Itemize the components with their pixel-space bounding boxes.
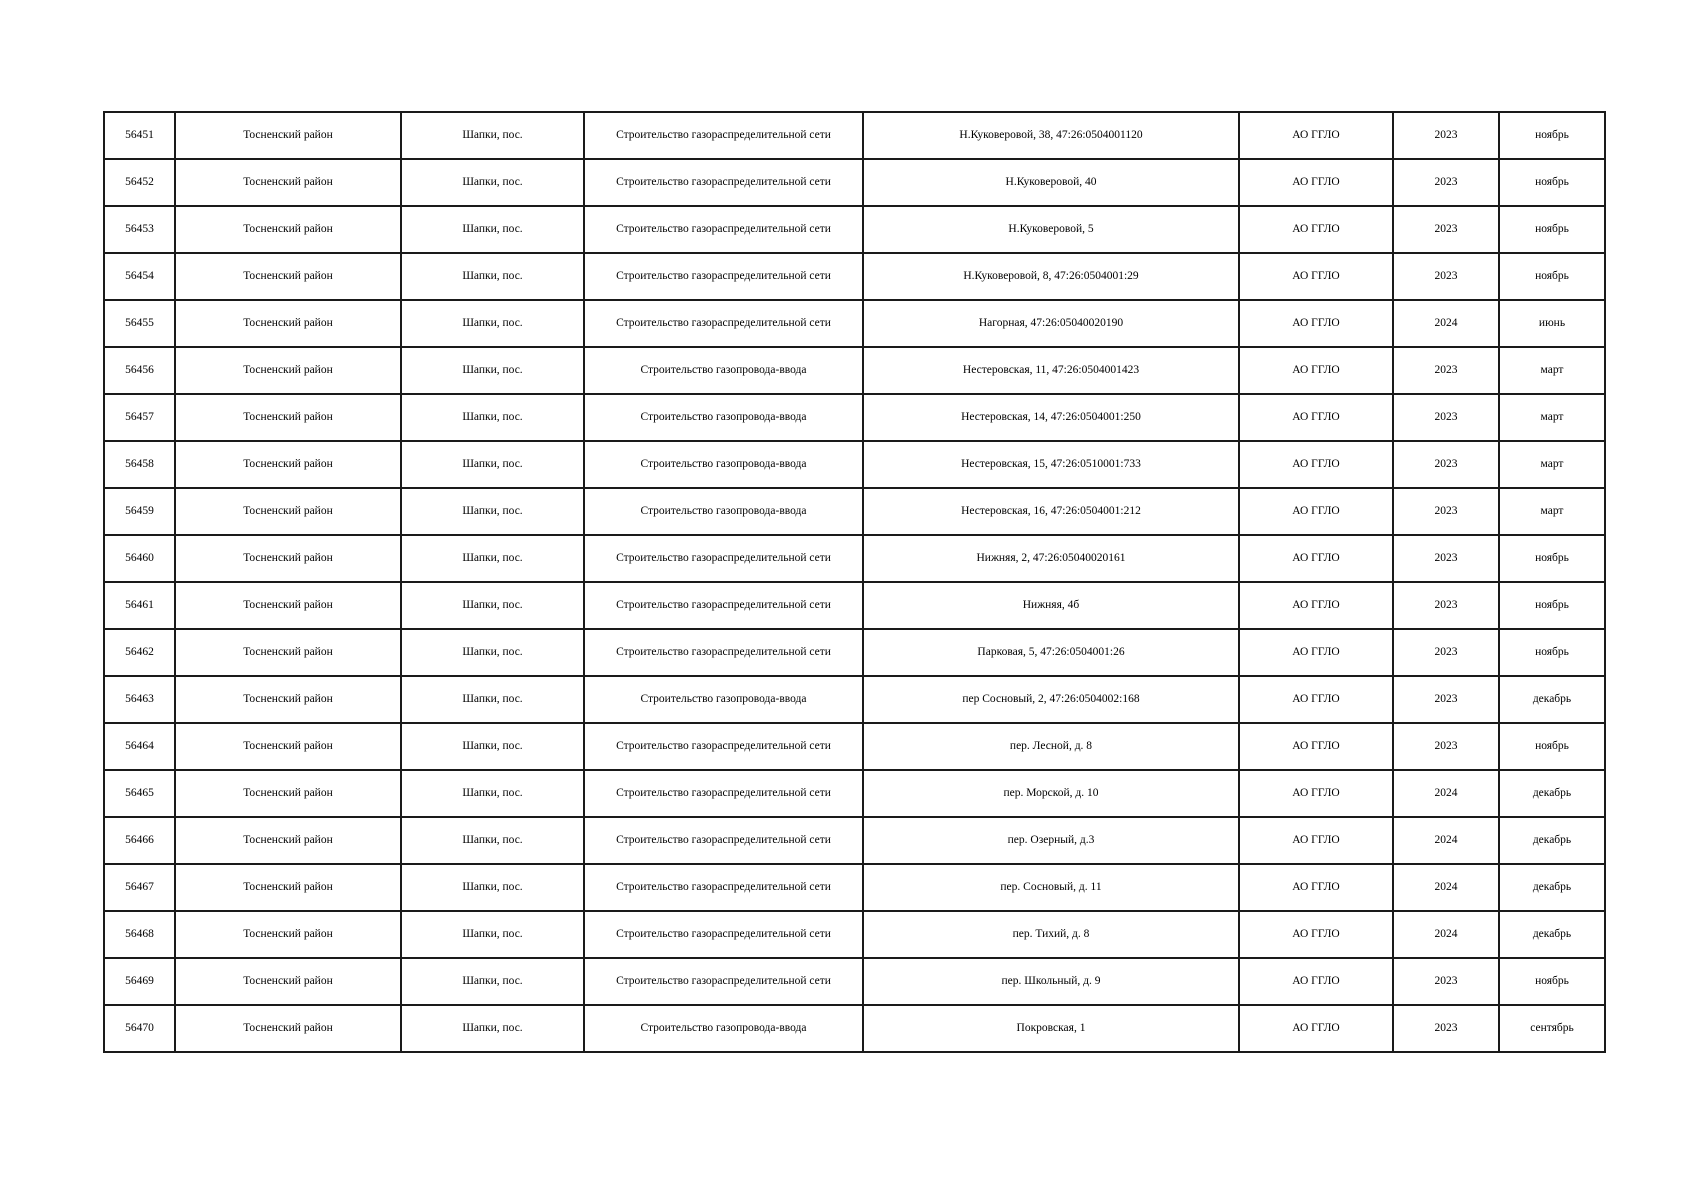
table-row — [104, 582, 1605, 629]
settlement-cell: Шапки, пос. — [401, 723, 584, 770]
table-row — [104, 112, 1605, 159]
settlement-cell: Шапки, пос. — [401, 911, 584, 958]
organization-cell: АО ГГЛО — [1239, 676, 1393, 723]
district-cell: Тосненский район — [175, 300, 401, 347]
row-id-cell: 56463 — [104, 676, 175, 723]
year-cell: 2023 — [1393, 206, 1499, 253]
month-cell: март — [1499, 488, 1605, 535]
address-cell: Парковая, 5, 47:26:0504001:26 — [863, 629, 1239, 676]
row-id-cell: 56461 — [104, 582, 175, 629]
month-cell: ноябрь — [1499, 958, 1605, 1005]
address-cell: Покровская, 1 — [863, 1005, 1239, 1052]
year-cell: 2023 — [1393, 676, 1499, 723]
year-cell: 2024 — [1393, 911, 1499, 958]
row-id-cell: 56456 — [104, 347, 175, 394]
month-cell: март — [1499, 394, 1605, 441]
organization-cell: АО ГГЛО — [1239, 300, 1393, 347]
row-id-cell: 56452 — [104, 159, 175, 206]
settlement-cell: Шапки, пос. — [401, 488, 584, 535]
table-row — [104, 958, 1605, 1005]
work-type-cell: Строительство газопровода-ввода — [584, 394, 863, 441]
district-cell: Тосненский район — [175, 488, 401, 535]
settlement-cell: Шапки, пос. — [401, 159, 584, 206]
settlement-cell: Шапки, пос. — [401, 394, 584, 441]
work-type-cell: Строительство газопровода-ввода — [584, 1005, 863, 1052]
month-cell: декабрь — [1499, 864, 1605, 911]
month-cell: ноябрь — [1499, 582, 1605, 629]
row-id-cell: 56467 — [104, 864, 175, 911]
table-row — [104, 676, 1605, 723]
work-type-cell: Строительство газораспределительной сети — [584, 253, 863, 300]
table-row — [104, 206, 1605, 253]
work-type-cell: Строительство газораспределительной сети — [584, 159, 863, 206]
work-type-cell: Строительство газораспределительной сети — [584, 582, 863, 629]
address-cell: Н.Куковеровой, 38, 47:26:0504001120 — [863, 112, 1239, 159]
district-cell: Тосненский район — [175, 723, 401, 770]
table-body — [104, 112, 1605, 1052]
year-cell: 2023 — [1393, 582, 1499, 629]
row-id-cell: 56457 — [104, 394, 175, 441]
work-type-cell: Строительство газораспределительной сети — [584, 535, 863, 582]
address-cell: Н.Куковеровой, 8, 47:26:0504001:29 — [863, 253, 1239, 300]
district-cell: Тосненский район — [175, 206, 401, 253]
row-id-cell: 56454 — [104, 253, 175, 300]
address-cell: Нагорная, 47:26:05040020190 — [863, 300, 1239, 347]
address-cell: пер. Школьный, д. 9 — [863, 958, 1239, 1005]
year-cell: 2023 — [1393, 347, 1499, 394]
district-cell: Тосненский район — [175, 1005, 401, 1052]
row-id-cell: 56470 — [104, 1005, 175, 1052]
year-cell: 2023 — [1393, 159, 1499, 206]
month-cell: ноябрь — [1499, 535, 1605, 582]
address-cell: Нестеровская, 14, 47:26:0504001:250 — [863, 394, 1239, 441]
month-cell: сентябрь — [1499, 1005, 1605, 1052]
organization-cell: АО ГГЛО — [1239, 488, 1393, 535]
table-row — [104, 159, 1605, 206]
month-cell: ноябрь — [1499, 253, 1605, 300]
settlement-cell: Шапки, пос. — [401, 1005, 584, 1052]
table-row — [104, 535, 1605, 582]
organization-cell: АО ГГЛО — [1239, 817, 1393, 864]
year-cell: 2024 — [1393, 817, 1499, 864]
organization-cell: АО ГГЛО — [1239, 112, 1393, 159]
district-cell: Тосненский район — [175, 911, 401, 958]
district-cell: Тосненский район — [175, 958, 401, 1005]
address-cell: пер Сосновый, 2, 47:26:0504002:168 — [863, 676, 1239, 723]
settlement-cell: Шапки, пос. — [401, 770, 584, 817]
year-cell: 2023 — [1393, 723, 1499, 770]
address-cell: Нестеровская, 16, 47:26:0504001:212 — [863, 488, 1239, 535]
row-id-cell: 56460 — [104, 535, 175, 582]
settlement-cell: Шапки, пос. — [401, 582, 584, 629]
year-cell: 2023 — [1393, 1005, 1499, 1052]
gas-connection-schedule-table — [103, 111, 1606, 1053]
address-cell: пер. Морской, д. 10 — [863, 770, 1239, 817]
month-cell: декабрь — [1499, 770, 1605, 817]
work-type-cell: Строительство газораспределительной сети — [584, 206, 863, 253]
year-cell: 2024 — [1393, 770, 1499, 817]
district-cell: Тосненский район — [175, 582, 401, 629]
month-cell: ноябрь — [1499, 723, 1605, 770]
month-cell: март — [1499, 347, 1605, 394]
month-cell: декабрь — [1499, 676, 1605, 723]
row-id-cell: 56455 — [104, 300, 175, 347]
district-cell: Тосненский район — [175, 441, 401, 488]
address-cell: Нижняя, 2, 47:26:05040020161 — [863, 535, 1239, 582]
organization-cell: АО ГГЛО — [1239, 253, 1393, 300]
organization-cell: АО ГГЛО — [1239, 394, 1393, 441]
year-cell: 2023 — [1393, 112, 1499, 159]
table-row — [104, 723, 1605, 770]
district-cell: Тосненский район — [175, 864, 401, 911]
table-row — [104, 629, 1605, 676]
work-type-cell: Строительство газораспределительной сети — [584, 300, 863, 347]
settlement-cell: Шапки, пос. — [401, 629, 584, 676]
row-id-cell: 56459 — [104, 488, 175, 535]
month-cell: ноябрь — [1499, 112, 1605, 159]
work-type-cell: Строительство газораспределительной сети — [584, 958, 863, 1005]
address-cell: Нестеровская, 11, 47:26:0504001423 — [863, 347, 1239, 394]
month-cell: июнь — [1499, 300, 1605, 347]
month-cell: ноябрь — [1499, 629, 1605, 676]
month-cell: март — [1499, 441, 1605, 488]
settlement-cell: Шапки, пос. — [401, 206, 584, 253]
year-cell: 2024 — [1393, 864, 1499, 911]
year-cell: 2023 — [1393, 535, 1499, 582]
row-id-cell: 56469 — [104, 958, 175, 1005]
organization-cell: АО ГГЛО — [1239, 347, 1393, 394]
organization-cell: АО ГГЛО — [1239, 159, 1393, 206]
table-row — [104, 1005, 1605, 1052]
settlement-cell: Шапки, пос. — [401, 535, 584, 582]
work-type-cell: Строительство газораспределительной сети — [584, 911, 863, 958]
table-row — [104, 770, 1605, 817]
row-id-cell: 56462 — [104, 629, 175, 676]
work-type-cell: Строительство газораспределительной сети — [584, 629, 863, 676]
settlement-cell: Шапки, пос. — [401, 676, 584, 723]
year-cell: 2023 — [1393, 441, 1499, 488]
organization-cell: АО ГГЛО — [1239, 770, 1393, 817]
settlement-cell: Шапки, пос. — [401, 817, 584, 864]
work-type-cell: Строительство газораспределительной сети — [584, 864, 863, 911]
settlement-cell: Шапки, пос. — [401, 958, 584, 1005]
row-id-cell: 56458 — [104, 441, 175, 488]
settlement-cell: Шапки, пос. — [401, 253, 584, 300]
table-row — [104, 817, 1605, 864]
district-cell: Тосненский район — [175, 629, 401, 676]
district-cell: Тосненский район — [175, 394, 401, 441]
work-type-cell: Строительство газораспределительной сети — [584, 112, 863, 159]
year-cell: 2023 — [1393, 488, 1499, 535]
address-cell: пер. Лесной, д. 8 — [863, 723, 1239, 770]
table-row — [104, 347, 1605, 394]
year-cell: 2023 — [1393, 958, 1499, 1005]
table-row — [104, 394, 1605, 441]
work-type-cell: Строительство газопровода-ввода — [584, 488, 863, 535]
work-type-cell: Строительство газопровода-ввода — [584, 441, 863, 488]
organization-cell: АО ГГЛО — [1239, 629, 1393, 676]
table-row — [104, 864, 1605, 911]
row-id-cell: 56453 — [104, 206, 175, 253]
row-id-cell: 56464 — [104, 723, 175, 770]
district-cell: Тосненский район — [175, 112, 401, 159]
work-type-cell: Строительство газораспределительной сети — [584, 770, 863, 817]
organization-cell: АО ГГЛО — [1239, 911, 1393, 958]
district-cell: Тосненский район — [175, 535, 401, 582]
month-cell: ноябрь — [1499, 159, 1605, 206]
address-cell: Н.Куковеровой, 40 — [863, 159, 1239, 206]
work-type-cell: Строительство газопровода-ввода — [584, 347, 863, 394]
work-type-cell: Строительство газораспределительной сети — [584, 723, 863, 770]
year-cell: 2023 — [1393, 253, 1499, 300]
month-cell: декабрь — [1499, 817, 1605, 864]
organization-cell: АО ГГЛО — [1239, 441, 1393, 488]
settlement-cell: Шапки, пос. — [401, 112, 584, 159]
work-type-cell: Строительство газораспределительной сети — [584, 817, 863, 864]
table-row — [104, 488, 1605, 535]
row-id-cell: 56468 — [104, 911, 175, 958]
organization-cell: АО ГГЛО — [1239, 582, 1393, 629]
month-cell: ноябрь — [1499, 206, 1605, 253]
organization-cell: АО ГГЛО — [1239, 864, 1393, 911]
row-id-cell: 56466 — [104, 817, 175, 864]
address-cell: Н.Куковеровой, 5 — [863, 206, 1239, 253]
settlement-cell: Шапки, пос. — [401, 441, 584, 488]
settlement-cell: Шапки, пос. — [401, 347, 584, 394]
address-cell: Нестеровская, 15, 47:26:0510001:733 — [863, 441, 1239, 488]
district-cell: Тосненский район — [175, 770, 401, 817]
district-cell: Тосненский район — [175, 253, 401, 300]
address-cell: пер. Озерный, д.3 — [863, 817, 1239, 864]
district-cell: Тосненский район — [175, 817, 401, 864]
organization-cell: АО ГГЛО — [1239, 723, 1393, 770]
district-cell: Тосненский район — [175, 347, 401, 394]
district-cell: Тосненский район — [175, 159, 401, 206]
organization-cell: АО ГГЛО — [1239, 535, 1393, 582]
address-cell: Нижняя, 4б — [863, 582, 1239, 629]
organization-cell: АО ГГЛО — [1239, 1005, 1393, 1052]
year-cell: 2023 — [1393, 394, 1499, 441]
year-cell: 2024 — [1393, 300, 1499, 347]
settlement-cell: Шапки, пос. — [401, 864, 584, 911]
address-cell: пер. Тихий, д. 8 — [863, 911, 1239, 958]
table-row — [104, 300, 1605, 347]
row-id-cell: 56451 — [104, 112, 175, 159]
row-id-cell: 56465 — [104, 770, 175, 817]
organization-cell: АО ГГЛО — [1239, 958, 1393, 1005]
table-row — [104, 441, 1605, 488]
district-cell: Тосненский район — [175, 676, 401, 723]
organization-cell: АО ГГЛО — [1239, 206, 1393, 253]
table-row — [104, 253, 1605, 300]
month-cell: декабрь — [1499, 911, 1605, 958]
work-type-cell: Строительство газопровода-ввода — [584, 676, 863, 723]
year-cell: 2023 — [1393, 629, 1499, 676]
settlement-cell: Шапки, пос. — [401, 300, 584, 347]
address-cell: пер. Сосновый, д. 11 — [863, 864, 1239, 911]
table-row — [104, 911, 1605, 958]
